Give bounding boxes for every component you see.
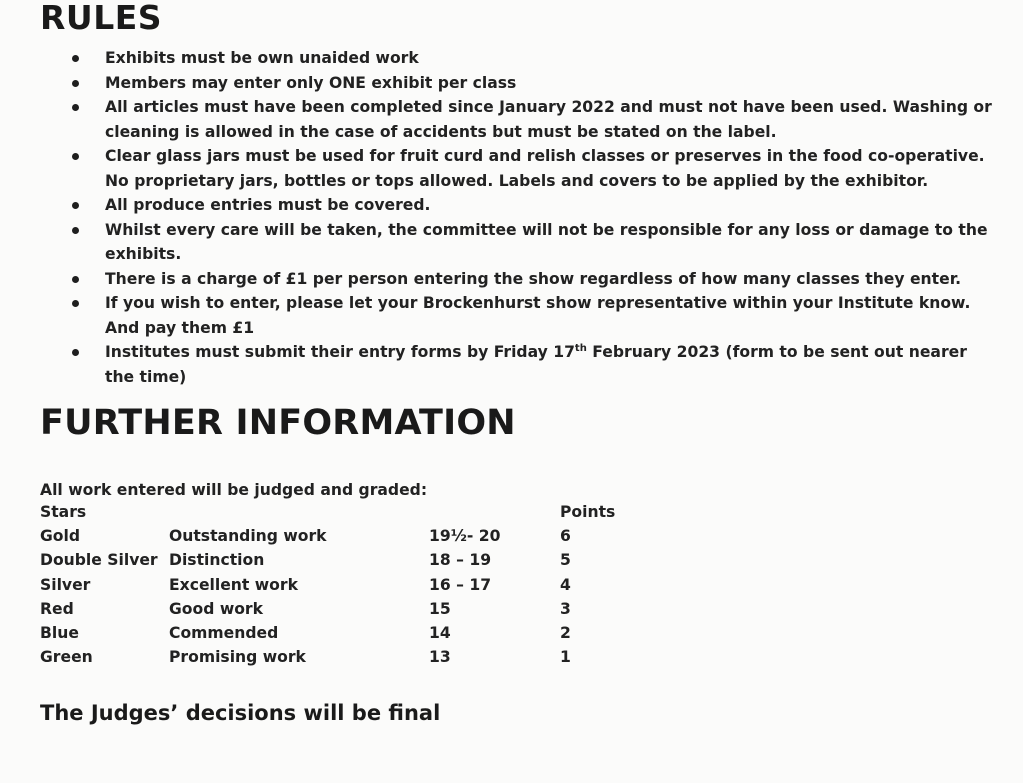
grade-points: 4	[560, 575, 571, 594]
rule-item	[0, 291, 1023, 340]
ordinal-suffix: th	[574, 342, 587, 354]
rule-item	[0, 46, 1023, 71]
rule-item	[0, 340, 1023, 389]
rule-item	[0, 144, 1023, 193]
bullet-icon	[72, 80, 79, 87]
rule-text: There is a charge of £1 per person entering the show regardless of how many classes they enter.	[105, 269, 962, 288]
grade-score: 15	[429, 599, 451, 618]
rule-item	[0, 267, 1023, 292]
grade-star: Gold	[40, 527, 81, 546]
grade-star: Green	[40, 648, 93, 667]
grading-intro: All work entered will be judged and graded:	[40, 481, 428, 499]
grading-table	[40, 500, 740, 669]
grade-star: Blue	[40, 623, 79, 642]
bullet-icon	[72, 227, 79, 234]
rule-text: All produce entries must be covered.	[105, 196, 431, 214]
points-column-header: Points	[560, 503, 616, 521]
grade-row	[40, 548, 740, 572]
rule-text: Members may enter only ONE exhibit per class	[105, 73, 517, 92]
grade-points: 2	[560, 623, 571, 642]
rule-item	[0, 95, 1023, 144]
bullet-icon	[72, 153, 79, 160]
rules-heading: RULES	[40, 0, 163, 37]
grade-star: Double Silver	[40, 551, 158, 570]
rule-item	[0, 218, 1023, 267]
rule-text: Clear glass jars must be used for fruit curd and relish classes or preserves in the food co-operative. No proprietary jars, bottles or tops allowed. Labels and covers to be applied by the exhibitor.	[105, 147, 985, 190]
grade-row	[40, 524, 740, 548]
rule-text-after: February 2023 (form to be sent out nearer the time)	[105, 343, 967, 386]
bullet-icon	[72, 300, 79, 307]
bullet-icon	[72, 55, 79, 62]
rule-text-before: Institutes must submit their entry forms by Friday 17	[105, 343, 575, 361]
grade-description: Promising work	[169, 648, 306, 667]
bullet-icon	[72, 349, 79, 356]
bullet-icon	[72, 202, 79, 209]
rule-text: Exhibits must be own unaided work	[105, 49, 419, 67]
bullet-icon	[72, 276, 79, 283]
grade-score: 14	[429, 623, 451, 642]
grading-header-row	[40, 500, 740, 524]
grade-row	[40, 573, 740, 597]
grade-description: Outstanding work	[169, 527, 327, 546]
grade-points: 3	[560, 599, 571, 618]
grade-score: 16 – 17	[429, 575, 492, 594]
grade-points: 1	[560, 648, 571, 667]
rule-item	[0, 71, 1023, 96]
rule-text: All articles must have been completed since January 2022 and must not have been used. Washing or cleaning is allowed in the case of accidents but must be stated on the label.	[105, 98, 992, 141]
judges-decision-note: The Judges’ decisions will be final	[40, 701, 441, 725]
grade-points: 6	[560, 527, 571, 546]
grade-score: 18 – 19	[429, 551, 492, 570]
grade-description: Excellent work	[169, 575, 298, 594]
grade-star: Silver	[40, 575, 91, 594]
grade-description: Commended	[169, 623, 279, 642]
rule-text: Whilst every care will be taken, the committee will not be responsible for any loss or damage to the exhibits.	[105, 220, 988, 263]
grade-description: Distinction	[169, 551, 265, 570]
grade-star: Red	[40, 599, 74, 618]
rule-text: If you wish to enter, please let your Brockenhurst show representative within your Institute know. And pay them £1	[105, 294, 971, 337]
grade-score: 19½- 20	[429, 527, 501, 546]
grade-description: Good work	[169, 599, 263, 618]
grade-score: 13	[429, 648, 451, 667]
grade-row	[40, 621, 740, 645]
bullet-icon	[72, 104, 79, 111]
stars-column-header: Stars	[40, 503, 87, 521]
grade-row	[40, 597, 740, 621]
rules-list	[0, 46, 1023, 389]
grade-points: 5	[560, 551, 571, 570]
rule-item	[0, 193, 1023, 218]
further-information-heading: FURTHER INFORMATION	[40, 403, 516, 443]
grade-row	[40, 645, 740, 669]
